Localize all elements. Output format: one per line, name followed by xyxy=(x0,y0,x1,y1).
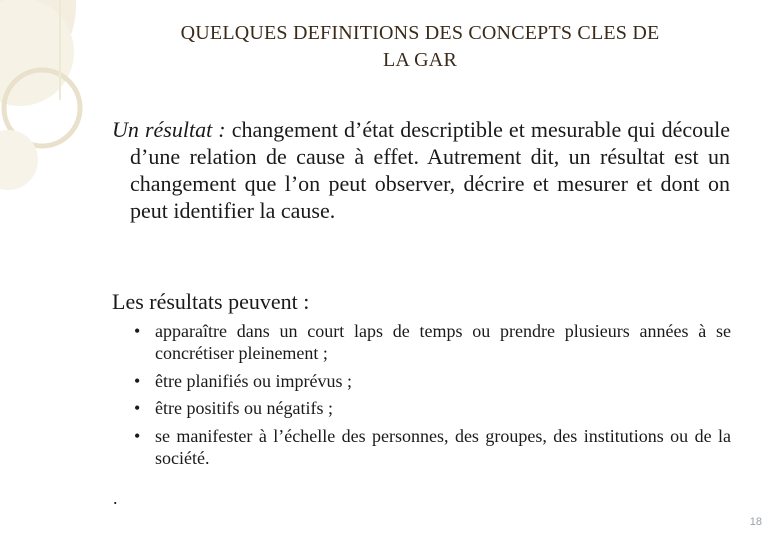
definition-paragraph xyxy=(112,116,730,224)
decorative-circles xyxy=(0,0,100,540)
results-intro: Les résultats peuvent : xyxy=(112,289,310,314)
trailing-period: . xyxy=(113,488,118,508)
bullet-icon: • xyxy=(134,398,141,418)
list-item xyxy=(130,425,731,469)
list-item-text: être planifiés ou imprévus ; xyxy=(155,371,352,391)
slide-title-line-1: QUELQUES DEFINITIONS DES CONCEPTS CLES DE xyxy=(180,22,660,44)
slide-title xyxy=(110,20,730,74)
list-item-text: se manifester à l’échelle des personnes, des groupes, des institutions ou de la société. xyxy=(155,426,731,468)
list-item xyxy=(130,370,731,392)
bullet-icon: • xyxy=(134,371,141,391)
results-bullet-list xyxy=(130,320,731,475)
definition-term: Un résultat : xyxy=(112,117,226,142)
slide-title-line-2: LA GAR xyxy=(383,49,457,71)
list-item-text: être positifs ou négatifs ; xyxy=(155,398,333,418)
bullet-icon: • xyxy=(134,321,141,341)
list-item xyxy=(130,320,731,364)
bullet-icon: • xyxy=(134,426,141,446)
page-number: 18 xyxy=(749,516,762,528)
list-item-text: apparaître dans un court laps de temps ou prendre plusieurs années à se concrétiser pleinement ; xyxy=(155,321,731,363)
definition-text: changement d’état descriptible et mesurable qui découle d’une relation de cause à effet. Autrement dit, un résultat est un changement que l’on peut observer, décrire et mesurer et dont on peut identifier la cause. xyxy=(130,117,730,223)
list-item xyxy=(130,397,731,419)
